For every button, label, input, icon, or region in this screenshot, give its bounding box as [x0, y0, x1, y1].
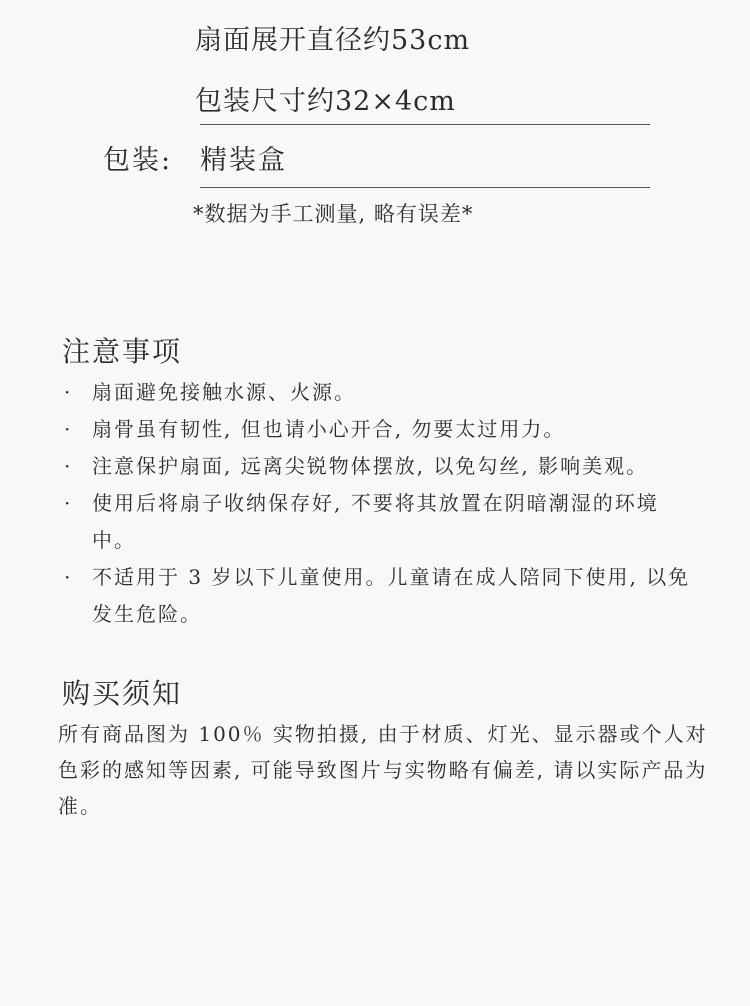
purchase-title: 购买须知	[62, 677, 183, 710]
list-item	[62, 559, 702, 633]
note-text: 扇骨虽有韧性, 但也请小心开合, 勿要太过用力。	[92, 417, 566, 441]
note-text: 扇面避免接触水源、火源。	[92, 380, 356, 404]
measurement-disclaimer: *数据为手工测量, 略有误差*	[193, 202, 474, 226]
divider	[200, 124, 650, 125]
packaging-label: 包装:	[103, 145, 173, 176]
list-item	[62, 374, 702, 411]
purchase-text: 所有商品图为 100％ 实物拍摄, 由于材质、灯光、显示器或个人对色彩的感知等因素, 可能导致图片与实物略有偏差, 请以实际产品为准。	[58, 722, 708, 818]
list-item	[62, 485, 702, 559]
bullet-icon: ·	[64, 417, 73, 441]
bullet-icon: ·	[64, 380, 73, 404]
list-item	[62, 448, 702, 485]
diameter-spec: 扇面展开直径约53cm	[195, 25, 471, 56]
notes-list	[62, 374, 702, 633]
note-text: 注意保护扇面, 远离尖锐物体摆放, 以免勾丝, 影响美观。	[92, 454, 649, 478]
note-text: 使用后将扇子收纳保存好, 不要将其放置在阴暗潮湿的环境中。	[92, 491, 659, 552]
list-item	[62, 411, 702, 448]
note-text: 不适用于 3 岁以下儿童使用。儿童请在成人陪同下使用, 以免发生危险。	[92, 565, 691, 626]
divider	[200, 187, 650, 188]
notes-title: 注意事项	[62, 335, 183, 368]
bullet-icon: ·	[64, 454, 73, 478]
packaging-value: 精装盒	[200, 145, 287, 176]
bullet-icon: ·	[64, 491, 73, 515]
package-size-spec: 包装尺寸约32×4cm	[195, 86, 456, 117]
bullet-icon: ·	[64, 565, 73, 589]
